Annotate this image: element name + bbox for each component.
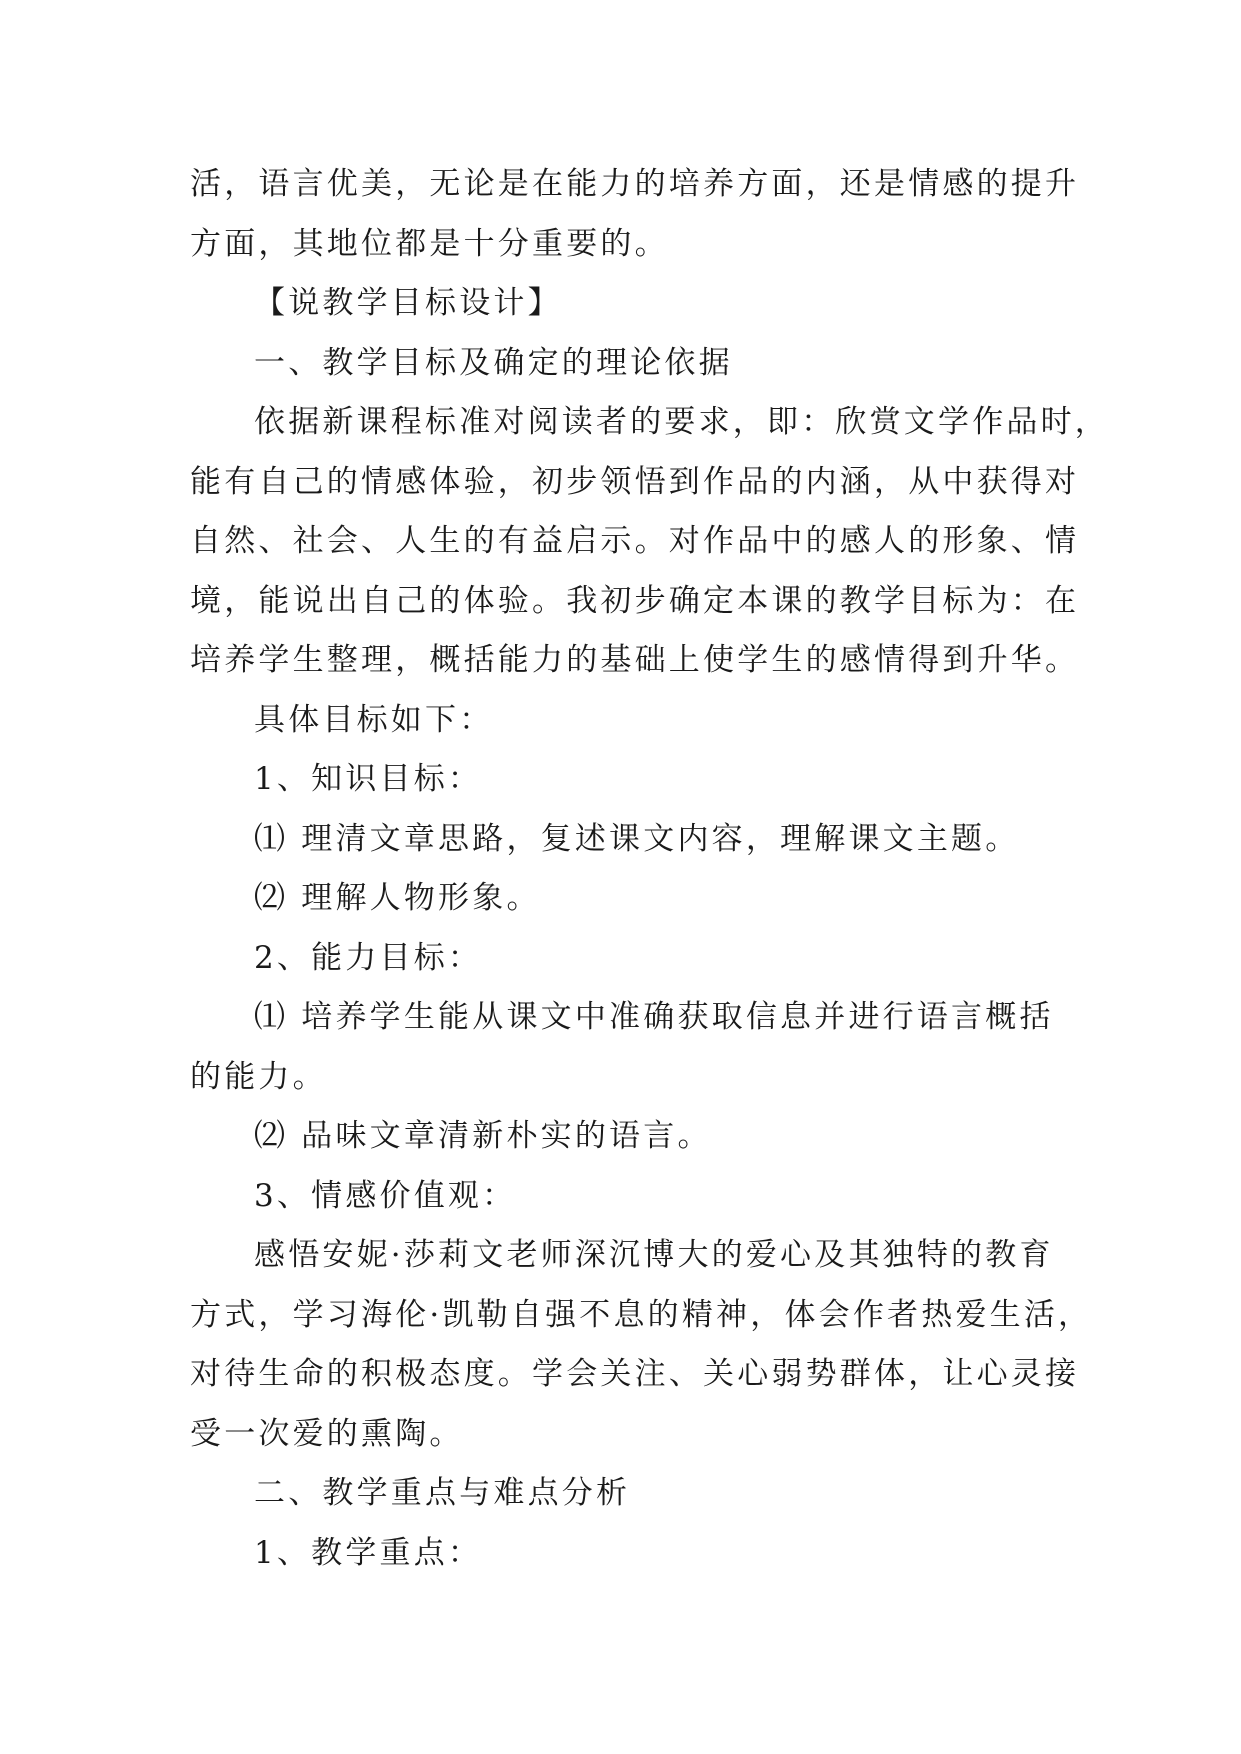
paragraph-line: 方面，其地位都是十分重要的。 bbox=[190, 225, 669, 262]
paragraph-line: 2、能力目标： bbox=[254, 939, 483, 976]
paragraph-line: 对待生命的积极态度。学会关注、关心弱势群体，让心灵接 bbox=[190, 1356, 1080, 1392]
paragraph-line: 一、教学目标及确定的理论依据 bbox=[254, 344, 733, 381]
paragraph-line: ⑵ 品味文章清新朴实的语言。 bbox=[254, 1118, 712, 1154]
paragraph-line: 受一次爱的熏陶。 bbox=[190, 1415, 464, 1452]
paragraph-line: ⑴ 理清文章思路，复述课文内容，理解课文主题。 bbox=[254, 820, 1020, 857]
paragraph-line: 境，能说出自己的体验。我初步确定本课的教学目标为：在 bbox=[190, 582, 1080, 619]
paragraph-line: ⑵ 理解人物形象。 bbox=[254, 880, 541, 916]
document-body bbox=[190, 155, 1109, 1583]
paragraph-line: 方式，学习海伦·凯勒自强不息的精神，体会作者热爱生活， bbox=[190, 1296, 1093, 1333]
paragraph-line: 能有自己的情感体验，初步领悟到作品的内涵，从中获得对 bbox=[190, 463, 1080, 500]
paragraph-line: 活，语言优美，无论是在能力的培养方面，还是情感的提升 bbox=[190, 166, 1080, 202]
paragraph-line: 【说教学目标设计】 bbox=[254, 285, 562, 321]
paragraph-line: 培养学生整理，概括能力的基础上使学生的感情得到升华。 bbox=[190, 642, 1080, 678]
paragraph-line: 1、教学重点： bbox=[254, 1534, 483, 1571]
paragraph-line: 的能力。 bbox=[190, 1058, 327, 1095]
paragraph-line: 自然、社会、人生的有益启示。对作品中的感人的形象、情 bbox=[190, 523, 1080, 559]
paragraph-line: 依据新课程标准对阅读者的要求，即：欣赏文学作品时， bbox=[254, 404, 1109, 440]
paragraph-line: 感悟安妮·莎莉文老师深沉博大的爱心及其独特的教育 bbox=[254, 1237, 1054, 1273]
paragraph-line: 3、情感价值观： bbox=[254, 1177, 517, 1214]
paragraph-line: 二、教学重点与难点分析 bbox=[254, 1475, 631, 1511]
paragraph-line: ⑴ 培养学生能从课文中准确获取信息并进行语言概括 bbox=[254, 999, 1054, 1035]
paragraph-line: 1、知识目标： bbox=[254, 761, 483, 797]
paragraph-line: 具体目标如下： bbox=[254, 701, 494, 738]
